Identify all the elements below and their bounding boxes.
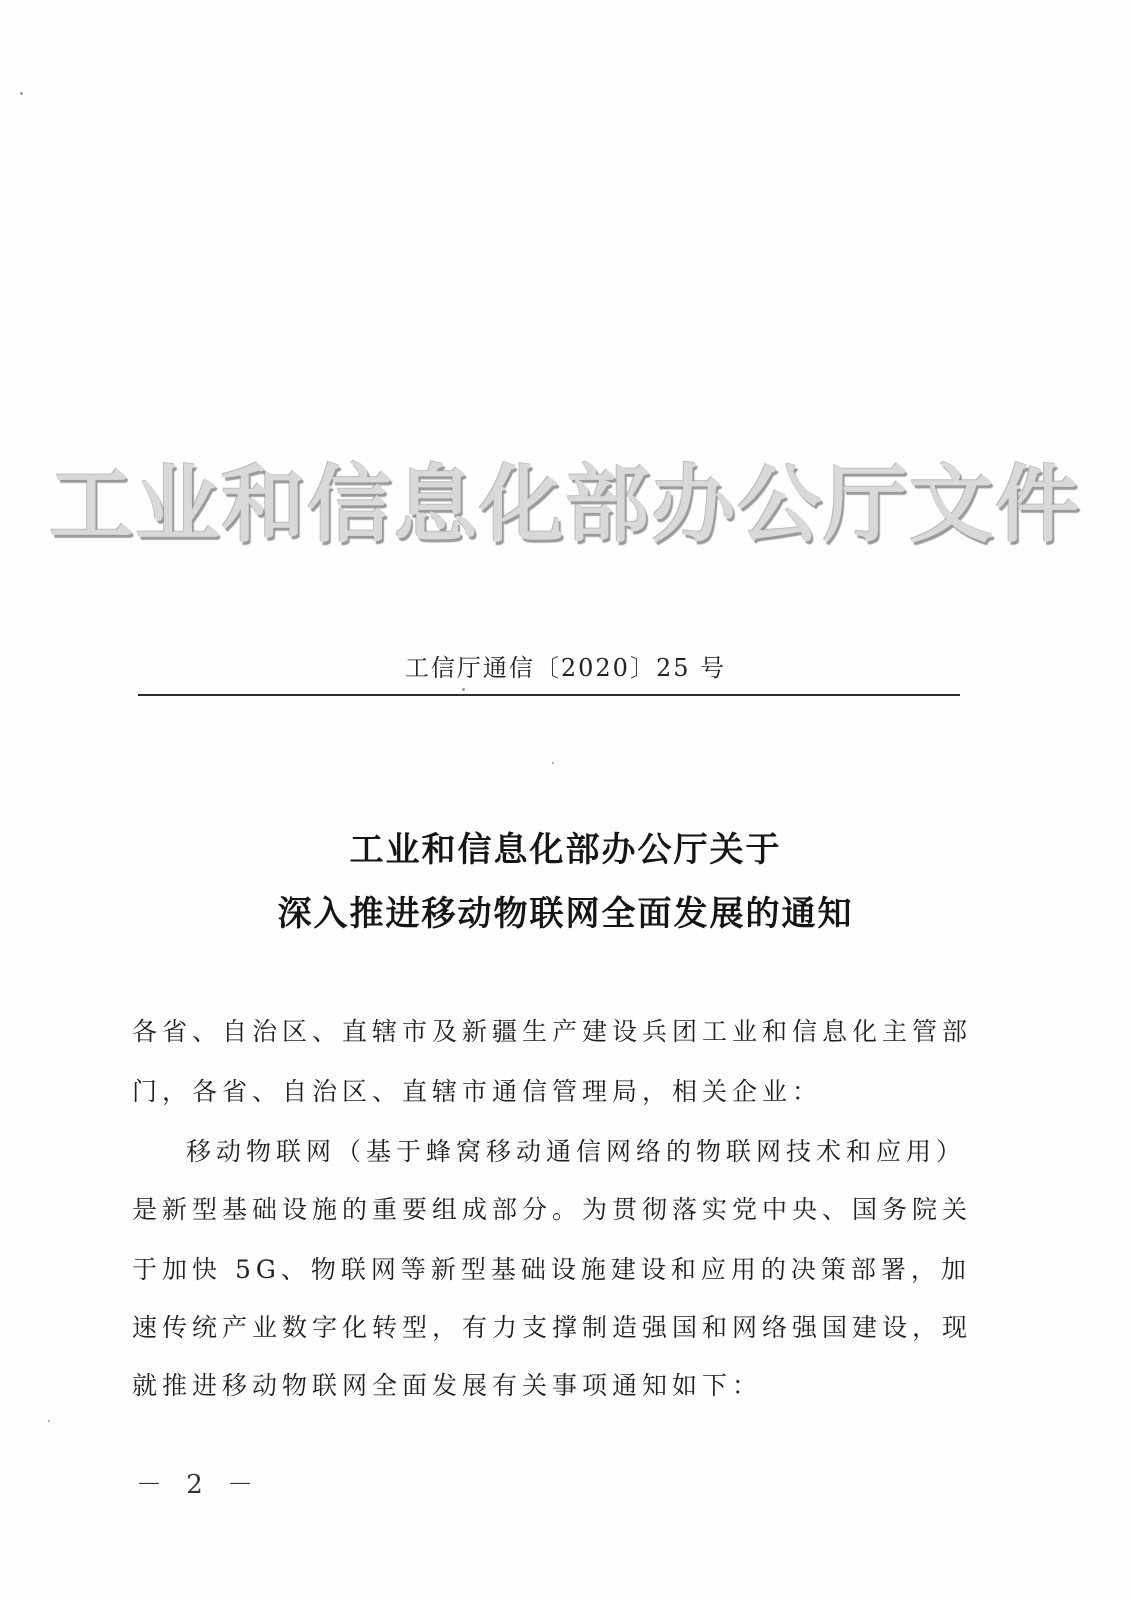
header-divider bbox=[138, 694, 960, 696]
body-line: 速传统产业数字化转型，有力支撑制造强国和网络强国建设，现 bbox=[132, 1313, 973, 1342]
scan-speck bbox=[552, 762, 554, 764]
body-line: 门，各省、自治区、直辖市通信管理局，相关企业： bbox=[132, 1077, 823, 1106]
notice-title-line-1: 工业和信息化部办公厅关于 bbox=[349, 830, 782, 870]
body-line: 是新型基础设施的重要组成部分。为贯彻落实党中央、国务院关 bbox=[132, 1195, 973, 1224]
body-line: 移动物联网（基于蜂窝移动通信网络的物联网技术和应用） bbox=[186, 1137, 967, 1166]
notice-title-line-2: 深入推进移动物联网全面发展的通知 bbox=[277, 894, 854, 934]
scan-speck bbox=[462, 688, 465, 691]
body-line: 于加快 5G、物联网等新型基础设施建设和应用的决策部署，加 bbox=[132, 1255, 971, 1284]
scan-speck bbox=[20, 92, 23, 95]
page-number: － 2 － bbox=[136, 1470, 262, 1500]
body-line: 就推进移动物联网全面发展有关事项通知如下： bbox=[132, 1371, 763, 1400]
scan-speck bbox=[48, 1420, 50, 1422]
document-number: 工信厅通信〔2020〕25 号 bbox=[404, 654, 727, 682]
body-line: 各省、自治区、直辖市及新疆生产建设兵团工业和信息化主管部 bbox=[132, 1017, 973, 1046]
issuing-agency-header: 工业和信息化部办公厅文件 bbox=[49, 456, 1082, 554]
